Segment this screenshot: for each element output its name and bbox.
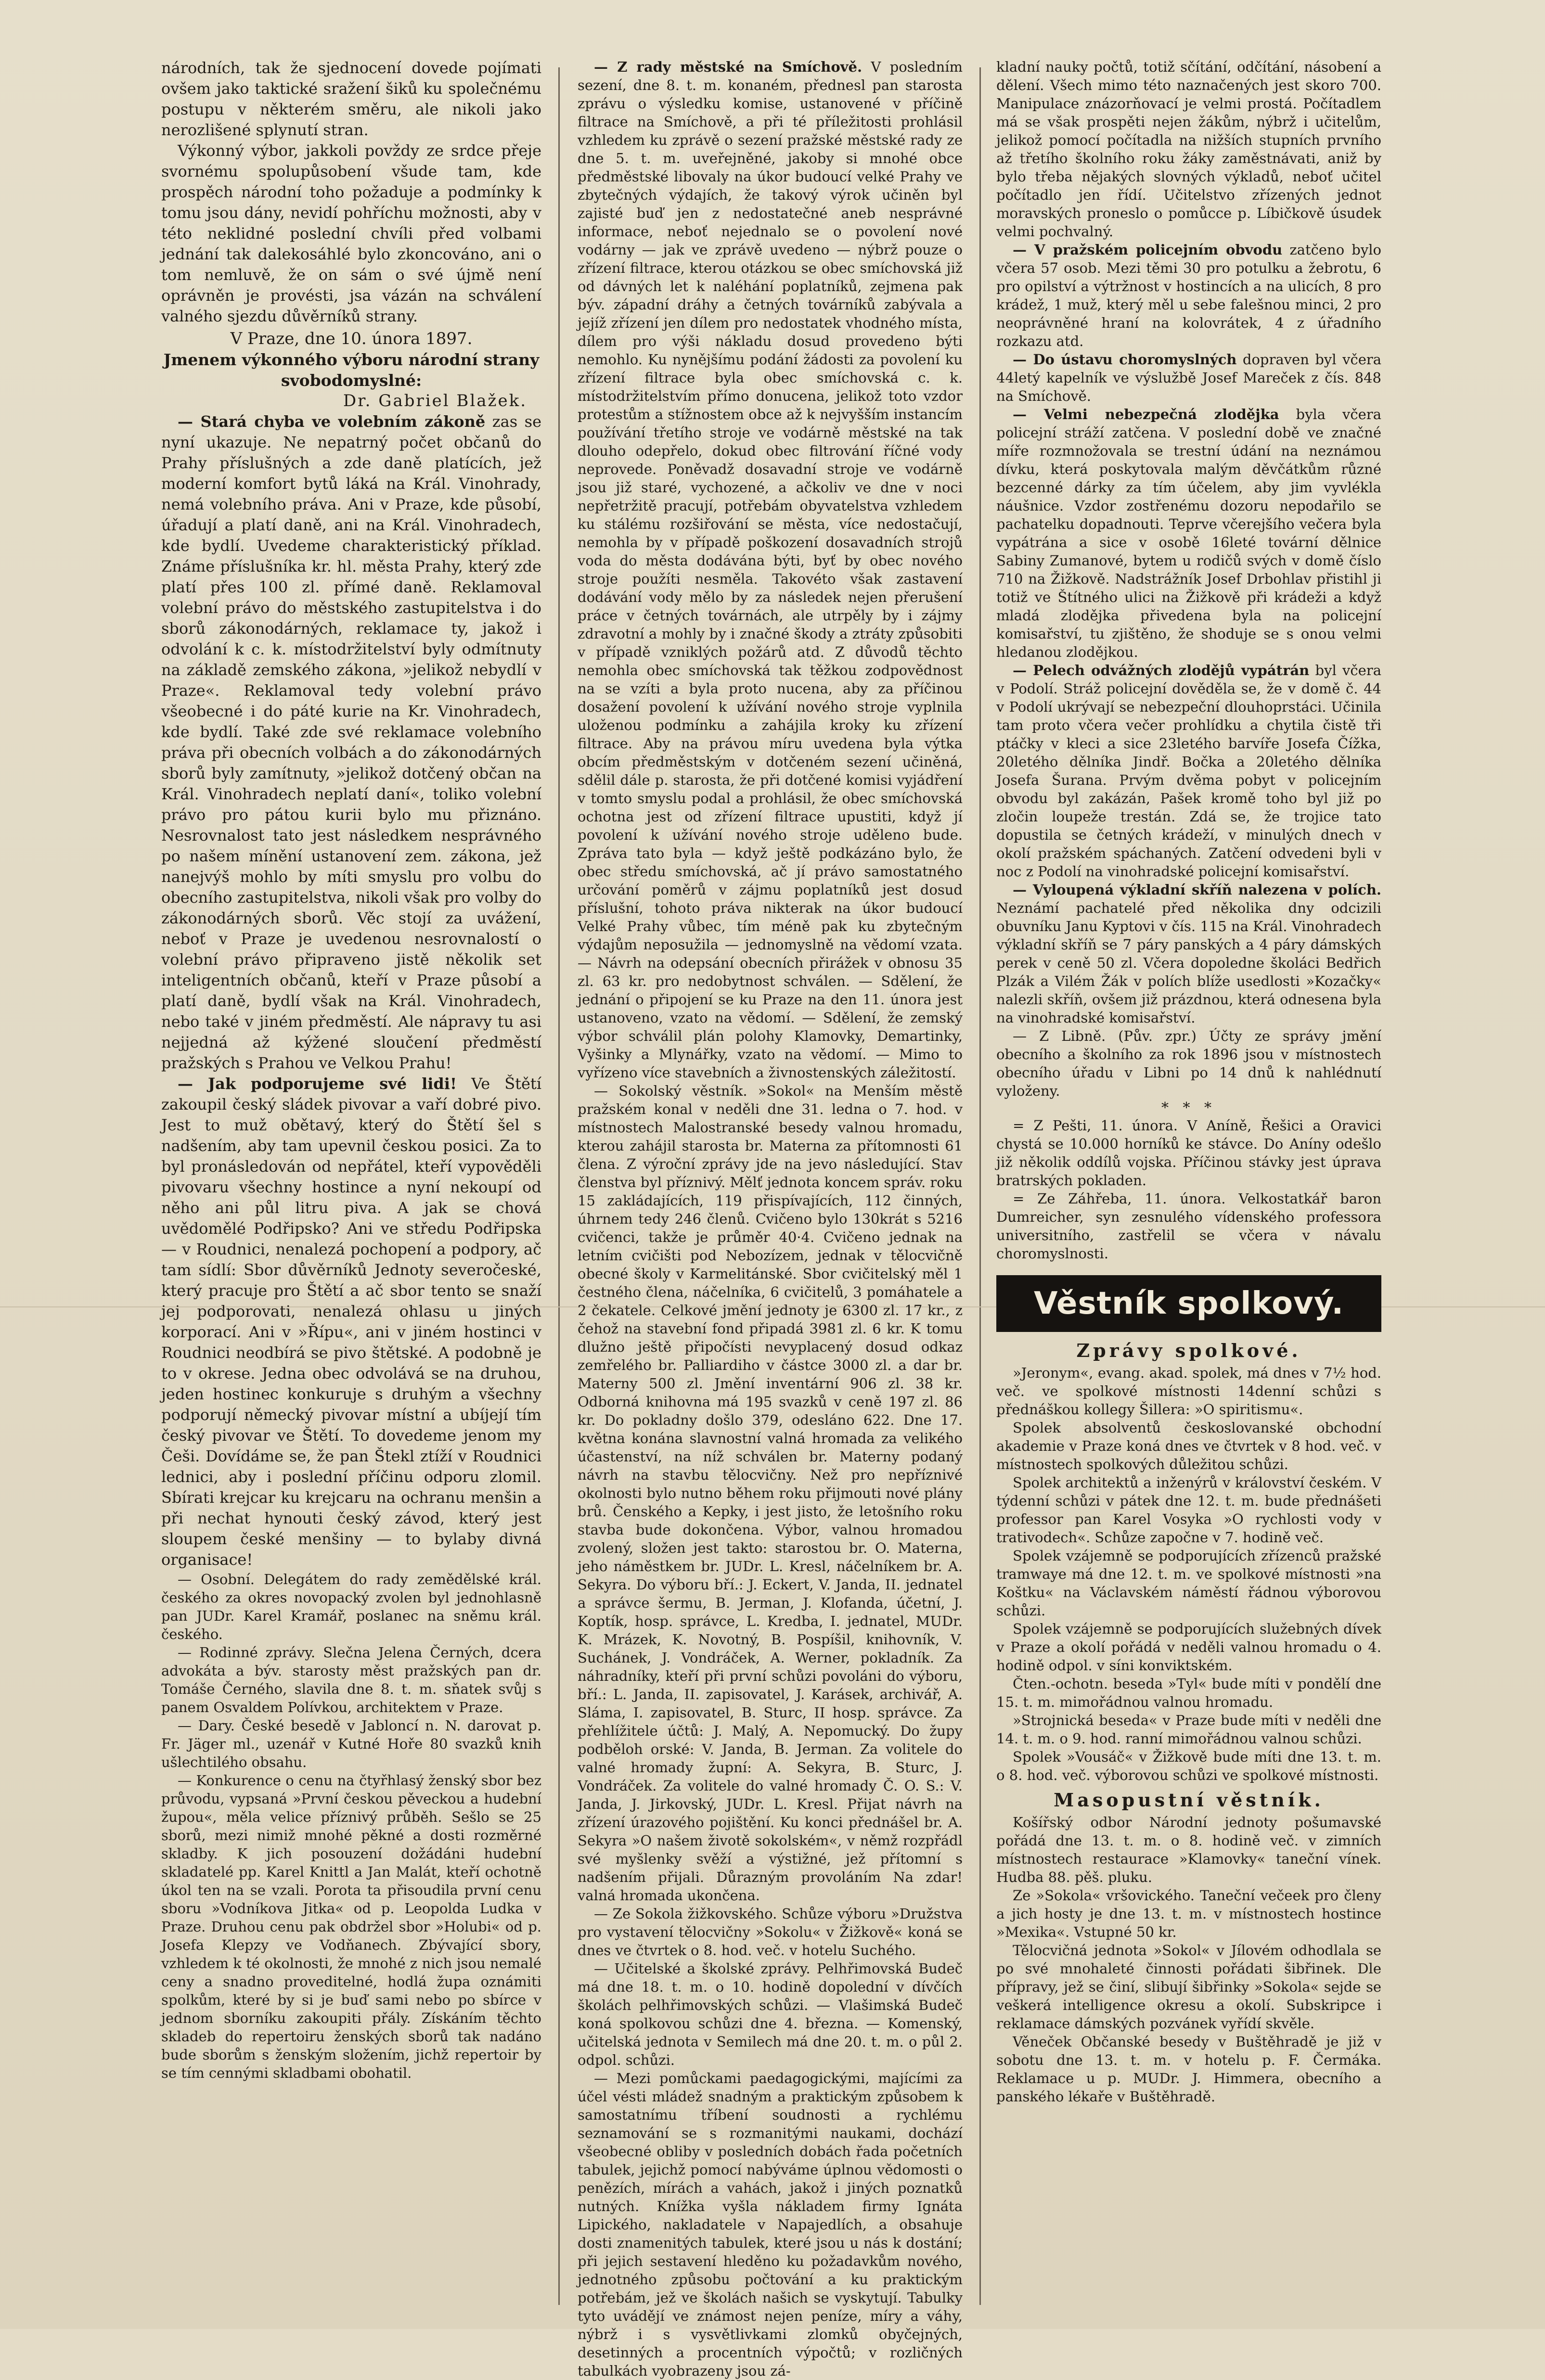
carnival-notice: Věneček Občanské besedy v Buštěhradě je již v sobotu dne 13. t. m. v hotelu p. F. Čermáka. Reklamace u p. MUDr. J. Himmera, obecního a panského lékaře v Buštěhradě. — [996, 2034, 1381, 2105]
article-body: byla včera policejní stráží zatčena. V poslední době ve značné míře rozmnožovala se trestní údání na neznámou dívku, která poskytovala malým děvčátkům různé bezcenné dárky za tím účelem, aby jim vyvlékla náušnice. Vzdor zostřenému dozoru nepodařilo se pachatelku dopadnouti. Teprve včerejšího večera byla vypátrána a sice v osobě 16leté tovární dělnice Sabiny Zumanové, bytem u rodičů svých v domě číslo 710 na Žižkově. Nadstrážník Josef Drbohlav přistihl ji totiž ve Štítného ulici na Žižkově při krádeži a když mladá zlodějka přivedena byla na policejní komisařství, tu zjištěno, že shoduje se s onou velmi hledanou zlodějkou. — [996, 406, 1381, 660]
news-item: — Sokolský věstník. »Sokol« na Menším městě pražském konal v neděli dne 31. ledna o 7. hod. v místnostech Malostranské besedy valnou hromadu, kterou zahájil starosta br. Materna za přítomnosti 61 člena. Z výroční zprávy jde na jevo následující. Stav členstva byl příznivý. Mělť jednota koncem správ. roku 15 zakládajících, 119 přispívajících, 112 činných, úhrnem tedy 246 členů. Cvičeno bylo 130krát s 5216 cvičenci, takže je průměr 40·4. Cvičeno jednak na letním cvičišti pod Nebozízem, jednak v tělocvičně obecné školy v Karmelitánské. Sbor cvičitelský měl 1 čestného člena, náčelníka, 6 cvičitelů, 3 pomáhatele a 2 čekatele. Celkové jmění jednoty je 6300 zl. 17 kr., z čehož na stavební fond připadá 3981 zl. 6 kr. K tomu dlužno ještě připočísti nevyplacený dosud odkaz zemřelého br. Palliardiho v částce 3000 zl. a dar br. Materny 500 zl. Jmění inventární 906 zl. 38 kr. Odborná knihovna má 195 svazků v ceně 197 zl. 86 kr. Do pokladny došlo 379, odesláno 622. Dne 17. května konána slavnostní valná hromada za velikého účastenství, na níž schválen br. Materny podaný návrh na stavbu tělocvičny. Než pro nepříznivé okolnosti bylo nutno během roku přijmouti nové plány brů. Čenského a Kepky, i jest jisto, že letošního roku stavba bude dokončena. Výbor, valnou hromadou zvolený, složen jest takto: starostou br. O. Materna, jeho náměstkem br. JUDr. L. Kresl, náčelníkem br. A. Sekyra. Do výboru bří.: J. Eckert, V. Janda, II. jednatel a správce šermu, B. Jerman, J. Klofanda, účetní, J. Koptík, hosp. správce, L. Kredba, I. jednatel, MUDr. K. Mrázek, K. Novotný, B. Pospíšil, knihovník, V. Suchánek, J. Vondráček, A. Werner, pokladník. Za náhradníky, kteří při první schůzi povoláni do výboru, bří.: L. Janda, II. zapisovatel, J. Karásek, archivář, A. Sláma, I. zapisovatel, B. Sturc, II hosp. správce. Za přehlížitele účtů: J. Malý, A. Nepomucký. Do župy podběloh orské: V. Janda, B. Jerman. Za volitele do valné hromady župní: A. Sekyra, B. Sturc, J. Vondráček. Za volitele do valné hromady Č. O. S.: V. Janda, J. Jirkovský, JUDr. L. Kresl. Přijat návrh na zřízení úrazového pojištění. Ku konci přednášel br. A. Sekyra »O našem životě sokolském«, v němž rozpřádl své myšlenky svěží a výstižné, jež přítomní s nadšením přijali. Důrazným provoláním Na zdar! valná hromada ukončena. — [578, 1083, 963, 1904]
column-right — [996, 58, 1381, 2315]
news-item: — Osobní. Delegátem do rady zemědělské král. českého za okres novopacký zvolen byl jednohlasně pan JUDr. Karel Kramář, poslanec na sněmu král. českého. — [161, 1571, 541, 1642]
news-item: — Konkurence o cenu na čtyřhlasý ženský sbor bez průvodu, vypsaná »První českou pěveckou a hudební župou«, měla velice příznivý průběh. Sešlo se 25 sborů, mezi nimiž mnohé pěkné a dosti rozměrné skladby. K jich posouzení dožádáni hudební skladatelé pp. Karel Knittl a Jan Malát, kteří ochotně úkol ten na se vzali. Porota ta přisoudila první cenu sboru »Vodníkova Jitka« od p. Leopolda Ludka v Praze. Druhou cenu pak obdržel sbor »Holubi« od p. Josefa Klepzy ve Vodňanech. Zbývající sbory, vzhledem k té okolnosti, že mnohé z nich jsou nemalé ceny a snadno proveditelné, hodlá župa oznámiti spolkům, které by si je buď sami nebo po sbírce v jednom sborníku zakoupiti přály. Získáním těchto skladeb do repertoiru ženských sborů tak nadáno bude sborům s ženským složením, jichž repertoir by se tím cennými skladbami obohatil. — [161, 1772, 541, 2081]
article-heading: — Vyloupená výkladní skříň nalezena v polích. — [1013, 882, 1381, 898]
signature: Dr. Gabriel Blažek. — [343, 391, 527, 410]
article-heading: — Do ústavu choromyslných — [1013, 351, 1237, 368]
article — [996, 661, 1381, 881]
article-body: zas se nyní ukazuje. Ne nepatrný počet občanů do Prahy příslušných a zde daně platících, jež moderní komfort bytů láká na Král. Vinohrady, nemá volebního práva. Ani v Praze, kde působí, úřadují a platí daně, ani na Král. Vinohradech, kde bydlí. Uvedeme charakteristický příklad. Známe příslušníka kr. hl. města Prahy, který zde platí přes 100 zl. přímé daně. Reklamoval volební právo do městského zastupitelstva i do sborů zákonodárných, reklamace ty, jakož i odvolání k c. k. místodržitelství byly odmítnuty na základě zemského zákona, »jelikož nebydlí v Praze«. Reklamoval tedy volební právo všeobecné i do páté kurie na Kr. Vinohradech, kde bydlí. Také zde své reklamace volebního práva při obecních volbách a do zákonodárných sborů byly zamítnuty, »jelikož dotčený občan na Král. Vinohradech neplatí daní«, toliko volební právo pro pátou kurii bylo mu přiznáno. Nesrovnalost tato jest následkem nesprávného po našem mínění ustanovení zem. zákona, jež nanejvýš mohlo by míti smyslu pro volbu do obecního zastupitelstva, nikoli však pro volby do zákonodárných sborů. Věc stojí za uvážení, neboť v Praze je uvedenou nesrovnalostí o volební právo připraveno jistě několik set inteligentních občanů, kteří v Praze působí a platí daně, bydlí však na Král. Vinohradech, nebo také v jiném předměstí. Ale nápravy tu asi nejjedná až kýžené sloučení předměstí pražských s Prahou ve Velkou Prahu! — [161, 412, 542, 1072]
news-item: — Ze Sokola žižkovského. Schůze výboru »Družstva pro vystavení tělocvičny »Sokolu« v Žižkově« koná se dnes ve čtvrtek o 8. hod. več. v hotelu Suchého. — [578, 1906, 963, 1958]
signature-heading: Jmenem výkonného výboru národní strany svobodomyslné: — [163, 350, 540, 390]
dateline: V Praze, dne 10. února 1897. — [230, 329, 473, 348]
article-heading: — Pelech odvážných zlodějů vypátrán — [1013, 662, 1310, 678]
club-notice: Spolek absolventů českoslovanské obchodní akademie v Praze koná dnes ve čtvrtek v 8 hod. več. v místnostech spolkových důležitou schůzi. — [996, 1420, 1381, 1472]
club-notice: »Strojnická beseda« v Praze bude míti v neděli dne 14. t. m. o 9. hod. ranní mimořádnou valnou schůzi. — [996, 1712, 1381, 1747]
article-body: byl včera v Podolí. Stráž policejní dověděla se, že v domě č. 44 v Podolí ukrývají se nebezpeční dlouhoprstáci. Učinila tam proto včera večer prohlídku a chytila čistě tři ptáčky v kleci a sice 23letého barvíře Josefa Čížka, 20letého dělníka Jindř. Bočka a 20letého dělníka Josefa Šurana. Prvým dvěma pobyt v policejním obvodu byl zakázán, Pašek kromě toho byl již po zločin loupeže trestán. Zdá se, že trojice tato dopustila se četných krádeží, v minulých dnech v okolí pražském spáchaných. Zatčení odvedeni byli v noc z Podolí na vinohradské policejní komisařství. — [996, 662, 1381, 880]
carnival-notice: Ze »Sokola« vršovického. Taneční večeek pro členy a jich hosty je dne 13. t. m. v místnostech hostince »Mexika«. Vstupné 50 kr. — [996, 1887, 1381, 1940]
article-body: Ve Štětí zakoupil český sládek pivovar a vaří dobré pivo. Jest to muž obětavý, který do Štětí šel s nadšením, aby tam upevnil českou posici. Za to byl pronásledován od nepřátel, kteří vypověděli pivovaru všechny hostince a nyní nekoupí od něho ani půl litru piva. A jak se chová uvědomělé Podřipsko? Ani ve středu Podřipska — v Roudnici, nenalezá pochopení a podpory, ač tam sídlí: Sbor důvěrníků Jednoty severočeské, který pracuje pro Štětí a ač sbor tento se snaží jej podporovati, nenalezá ohlasu u jiných korporací. Ani v »Řípu«, ani v jiném hostinci v Roudnici neodbírá se pivo štětské. A podobně je to v okrese. Jedna obec odvolává se na druhou, jeden hostinec konkuruje s druhým a všechny podporují německý pivovar místní a ubíjejí tím český pivovar ve Štětí. To dovedeme jenom my Češi. Dovídáme se, že pan Štekl ztíží v Roudnici lednici, aby i poslední příčinu odporu zlomil. Sbírati krejcar ku krejcaru na ochranu menšin a při nechat hynouti český závod, který jest sloupem české menšiny — to bylaby divná organisace! — [161, 1075, 542, 1569]
news-item: — Mezi pomůckami paedagogickými, majícími za účel vésti mládež snadným a praktickým způsobem k samostatnímu tříbení soudnosti a rychlému seznamování se s rozmanitými naukami, dochází všeobecné obliby v posledních dobách řada početních tabulek, jejichž pomocí nabýváme úplnou vědomosti o penězích, mírách a vahách, jakož i jiných poznatků nutných. Knížka vyšla nákladem firmy Ignáta Lipického, nakladatele v Napajedlích, a obsahuje dosti znamenitých tabulek, které jsou u nás k dostání; při jejich sestavení hleděno ku požadavkům nového, jednotného způsobu počtování a ku praktickým potřebám, jež ve školách našich se vyskytují. Tabulky tyto uvádějí ve známost nejen peníze, míry a váhy, nýbrž i s vysvětlivkami zlomků obyčejných, desetinných a procentních výpočtů; v rozličných tabulkách vyobrazeny jsou zá- — [578, 2070, 963, 2379]
club-notice: Čten.-ochotn. beseda »Tyl« bude míti v pondělí dne 15. t. m. mimořádnou valnou hromadu. — [996, 1676, 1381, 1710]
article — [161, 411, 541, 1074]
article — [996, 241, 1381, 350]
club-notice: Spolek vzájemně se podporujících zřízenců pražské tramwaye má dne 12. t. m. ve spolkové místnosti »na Koštku« na Václavském náměstí řádnou výborovou schůzi. — [996, 1548, 1381, 1619]
article-body: zatčeno bylo včera 57 osob. Mezi těmi 30 pro potulku a žebrotu, 6 pro opilství a výtržnost v hostincích a na ulicích, 8 pro krádež, 1 muž, který měl u sebe falešnou minci, 2 pro neoprávněné hraní na kolovrátek, 4 z úřadního rozkazu atd. — [996, 242, 1381, 349]
section-banner: Věstník spolkový. — [996, 1275, 1381, 1332]
article-heading: — Z rady městské na Smíchově. — [594, 59, 863, 75]
article — [996, 350, 1381, 405]
article-heading: — Velmi nebezpečná zlodějka — [1013, 406, 1279, 422]
club-notice: Spolek »Vousáč« v Žižkově bude míti dne 13. t. m. o 8. hod. več. výborovou schůzi ve spolkové místnosti. — [996, 1749, 1381, 1783]
column-left — [161, 58, 541, 2315]
paragraph: kladní nauky počtů, totiž sčítání, odčítání, násobení a dělení. Všech mimo této naznačených jest skoro 700. Manipulace znázorňovací je velmi prostá. Počítadlem má se však prospěti nejen žákům, nýbrž i učitelům, jelikož pomocí počítadla na nižších stupních prvního až třetího školního roku žáky zaměstnávati, aniž by bylo třeba nějakých slovných výkladů, neboť učitel počítadlo jen řídí. Učitelstvo zřízených jednot moravských proneslo o pomůcce p. Líbičkově úsudek velmi pochvalný. — [996, 59, 1381, 240]
club-notice: Spolek architektů a inženýrů v království českém. V týdenní schůzi v pátek dne 12. t. m. bude přednášeti professor pan Karel Vosyka »O rychlosti vody v trativodech«. Schůze započne v 7. hodině več. — [996, 1474, 1381, 1546]
news-item: — Z Libně. (Pův. zpr.) Účty ze správy jmění obecního a školního za rok 1896 jsou v místnostech obecního úřadu v Libni po 14 dnů k nahlédnutí vyloženy. — [996, 1028, 1381, 1099]
paragraph: národních, tak že sjednocení dovede pojímati ovšem jako taktické sražení šiků ku společnému postupu v některém směru, ale nikoli jako nerozlišené splynutí stran. — [161, 59, 541, 139]
club-notice: »Jeronym«, evang. akad. spolek, má dnes v 7½ hod. več. ve spolkové místnosti 14denní schůzi s přednáškou kollegy Šillera: »O spiritismu«. — [996, 1365, 1381, 1418]
news-item: — Učitelské a školské zprávy. Pelhřimovská Budeč má dne 18. t. m. o 10. hodině dopolední v dívčích školách pelhřimovských schůzi. — Vlašimská Budeč koná spolkovou schůzi dne 4. března. — Komenský, učitelská jednota v Semilech má dne 20. t. m. o půl 2. odpol. schůzi. — [578, 1960, 963, 2068]
article — [161, 1074, 541, 1570]
section-subheading: Zprávy spolkové. — [1076, 1340, 1301, 1361]
column-rule — [979, 67, 981, 2305]
club-notice: Spolek vzájemně se podporujících služebných dívek v Praze a okolí pořádá v neděli valnou hromadu o 4. hodině odpol. v síni konviktském. — [996, 1621, 1381, 1674]
news-item: = Ze Záhřeba, 11. února. Velkostatkář baron Dumreicher, syn zesnulého vídenského professora universitního, zastřelil se včera v návalu choromyslnosti. — [996, 1190, 1381, 1262]
column-rule — [558, 67, 560, 2305]
article-heading: — Jak podporujeme své lidi! — [178, 1075, 457, 1093]
news-item: = Z Pešti, 11. února. V Aníně, Řešici a Oravici chystá se 10.000 horníků ke stávce. Do Aníny odešlo již několik oddílů vojska. Příčinou stávky jest úprava bratrských pokladen. — [996, 1117, 1381, 1189]
news-item: — Rodinné zprávy. Slečna Jelena Černých, dcera advokáta a býv. starosty měst pražských pan dr. Tomáše Černého, slavila dne 8. t. m. sňatek svůj s panem Osvaldem Polívkou, architektem v Praze. — [161, 1644, 541, 1715]
carnival-notice: Tělocvičná jednota »Sokol« v Jílovém odhodlala se po své mnohaleté činnosti pořádati šibřinek. Dle přípravy, jež se činí, slibují šibřinky »Sokola« sejde se veškerá intelligence okresu a okolí. Subskripce i reklamace dámských pozvánek vyřídí skvěle. — [996, 1942, 1381, 2032]
section-separator: * * * — [1161, 1100, 1217, 1116]
news-item: — Dary. České besedě v Jabloncí n. N. darovat p. Fr. Jäger ml., uzenář v Kutné Hoře 80 svazků knih ušlechtilého obsahu. — [161, 1717, 541, 1770]
article — [996, 405, 1381, 661]
column-middle — [578, 58, 963, 2379]
article — [578, 58, 963, 1082]
article-body: V posledním sezení, dne 8. t. m. konaném, přednesl pan starosta zprávu o výsledku komise, ustanovené v příčině filtrace na Smíchově, a při té příležitosti prohlásil vzhledem ku zprávě o sezení pražské městské rady ze dne 5. t. m. uveřejněné, jakoby si mnohé obce předměstské libovaly na úkor budoucí velké Prahy ve zbytečných výdajích, že takový výrok učiněn byl zajisté buď jen z nedostatečné aneb nesprávné informace, neboť nejednalo se o povolení nové vodárny — jak ve zprávě uvedeno — nýbrž pouze o zřízení filtrace, kterou otázkou se obec smíchovská již od dávných let k naléhání poplatníků, zejmena pak býv. západní dráhy a četných továrníků zabývala a jejíž zřízení jen dílem pro nedostatek vhodného místa, dílem pro výši nákladu dosud provedeno býti nemohlo. Ku nynějšímu podání žádosti za povolení ku zřízení filtrace byla obec smíchovská c. k. místodržitelstvím přímo donucena, jelikož toto vzdor protestům a stížnostem obce až k nejvyšším instancím používání třetího stroje ve vodárně městské na tak dlouho odepřelo, dokud obec filtrování říčné vody neprovede. Poněvadž dosavadní stroje ve vodárně jsou již staré, vychozené, a ačkoliv ve dne v noci nepřetržitě pracují, potřebám obyvatelstva vzhledem ku stálému rozšiřování se města, více nedostačují, nemohla by v případě poškození dosavadních strojů voda do města dodávána býti, byť by obec nového stroje použíti nesměla. Takovéto však zastavení dodávání vody mělo by za následek nejen přerušení práce v četných továrnách, ale utrpěly by i zájmy zdravotní a mohly by i značné škody a ztráty způsobiti v případě vzniklých požárů atd. Z důvodů těchto nemohla obec smíchovská tak těžkou zodpovědnost na se vzíti a byla proto nucena, aby za příčinou dosažení povolení k užívání nového stroje vyplnila uloženou podmínku a zahájila kroky ku zřízení filtrace. Aby na právou míru uvedena byla výtka obcím předměstským v dotčeném sezení učiněná, sdělil dále p. starosta, že při dotčené komisi vyjádření v tomto smyslu podal a prohlásil, že obec smíchovská ochotna jest od zřízení filtrace upustiti, když jí povolení k užívání nového stroje uděleno bude. Zpráva tato byla — když ještě podkázáno bylo, že obec středu smíchovská, ač jí právo samostatného určování poměrů v zájmu poplatníků jest dosud příslušní, tohoto práva nikterak na úkor budoucí Velké Prahy vůbec, tím méně pak ku zbytečným výdajům neposužila — jednomyslně na vědomí vzata. — Návrh na odepsání obecních přirážek v obnosu 35 zl. 63 kr. pro nedobytnost schválen. — Sdělení, že jednání o připojení se ku Praze na den 11. února jest ustanoveno, vzato na vědomí. — Sdělení, že zemský výbor schválil plán polohy Klamovky, Demartinky, Vyšinky a Mlynářky, vzato na vědomí. — Mimo to vyřízeno více stavebních a živnostenských záležitostí. — [578, 59, 963, 1081]
article-heading: — Stará chyba ve volebním zákoně — [178, 412, 486, 431]
article-body: dopraven byl včera 44letý kapelník ve výslužbě Josef Mareček z čís. 848 na Smíchově. — [996, 351, 1382, 404]
article-heading: — V pražském policejním obvodu — [1013, 242, 1283, 258]
carnival-notice: Košířský odbor Národní jednoty pošumavské pořádá dne 13. t. m. o 8. hodině več. v zimních místnostech restaurace »Klamovky« taneční vínek. Hudba 88. pěš. pluku. — [996, 1814, 1381, 1885]
article-body: Neznámí pachatelé před několika dny odcizili obuvníku Janu Kyptovi v čís. 115 na Král. Vinohradech výkladní skříň se 7 páry panských a 4 páry dámských perek v ceně 50 zl. Včera dopoledne školáci Bedřich Plzák a Vilém Žák v polích blíže usedlosti »Kozačky« nalezli skříň, ovšem již prázdnou, která odnesena byla na vinohradské komisařství. — [996, 900, 1381, 1026]
paragraph: Výkonný výbor, jakkoli povždy ze srdce přeje svornému spolupůsobení všude tam, kde prospěch národní toho požaduje a podmínky k tomu jsou dány, nevidí pohříchu možnosti, aby v této neklidné poslední chvíli před volbami jednání tak dalekosáhlé bylo zkoncováno, ani o tom nemluvě, že on sám o své újmě není oprávněn je provésti, jsa vázán na schválení valného sjezdu důvěrníků strany. — [161, 141, 541, 325]
article — [996, 881, 1381, 1027]
section-subheading: Masopustní věstník. — [1054, 1789, 1324, 1811]
